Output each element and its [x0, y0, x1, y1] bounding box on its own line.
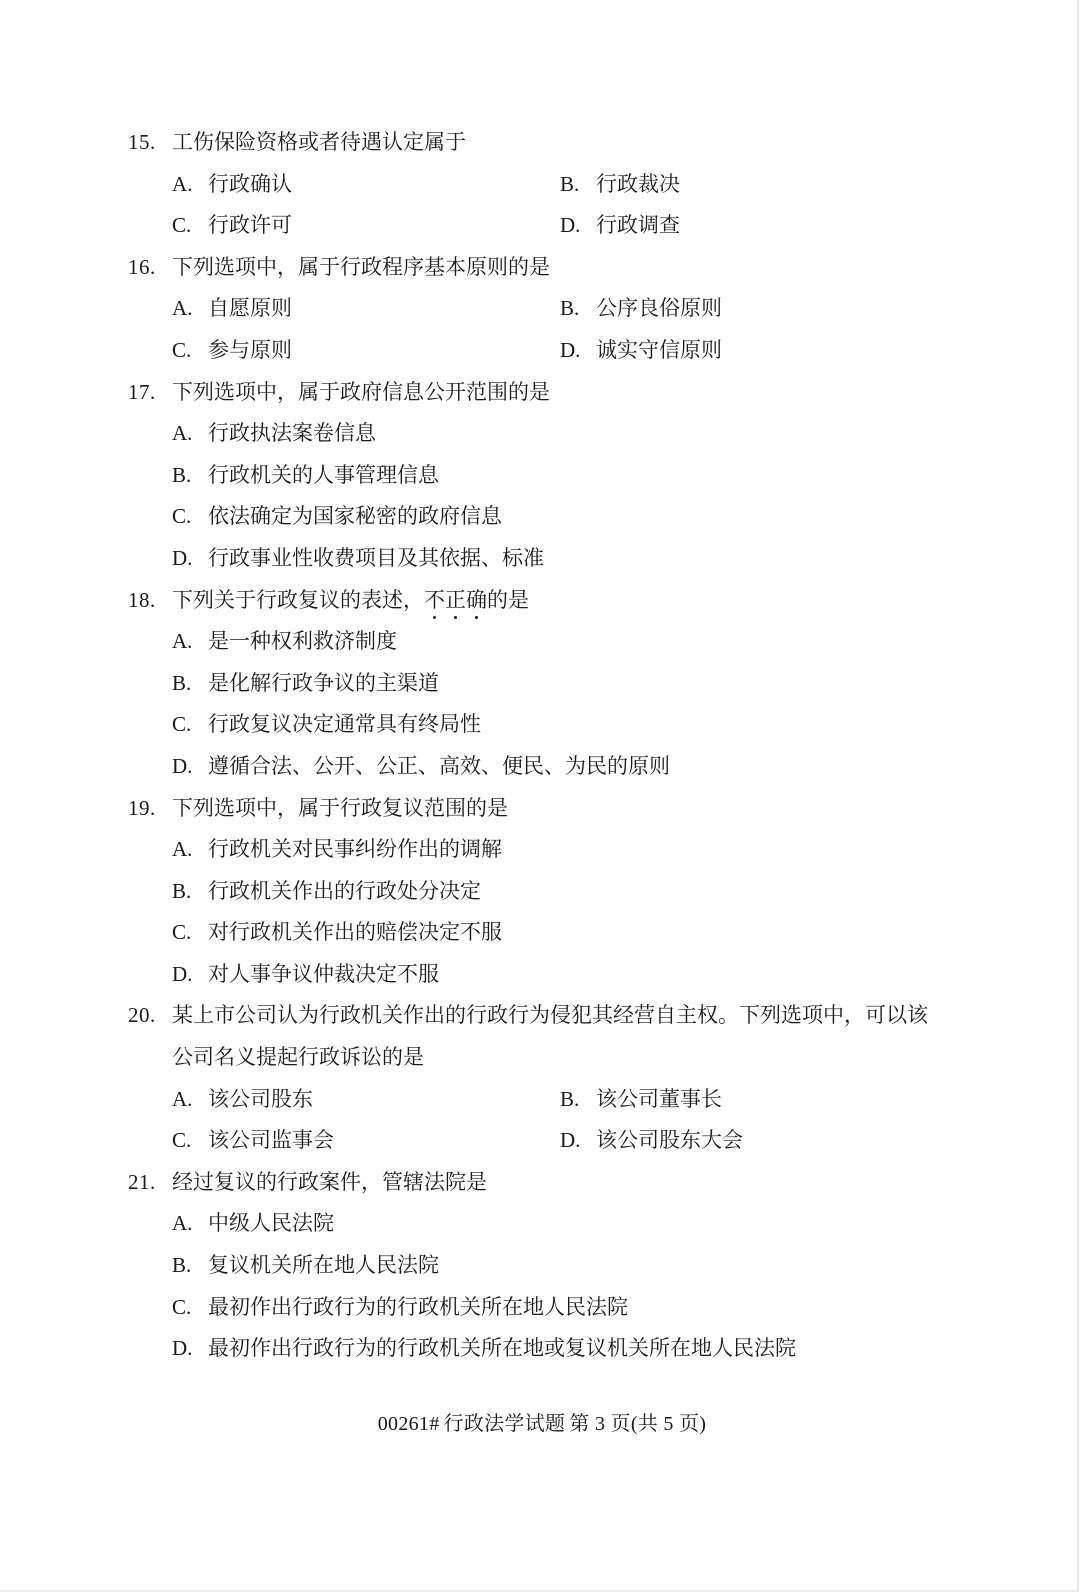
option-a: A. 自愿原则: [172, 296, 292, 321]
question-16-stem: [128, 247, 958, 289]
option-c: C. 该公司监事会: [172, 1128, 334, 1153]
question-20-stem-continued: 公司名义提起行政诉讼的是: [172, 1045, 424, 1070]
question-16-options-row-1: [128, 288, 958, 330]
option-a: A. 行政确认: [172, 171, 292, 196]
question-17-stem: [128, 372, 958, 414]
page-total: (共 5 页): [630, 1413, 707, 1435]
option-d: D. 该公司股东大会: [560, 1128, 743, 1153]
option-c: C. 对行政机关作出的赔偿决定不服: [172, 920, 502, 945]
question-text: 下列选项中，属于行政复议范围的是: [172, 795, 508, 820]
question-list: [128, 122, 958, 1370]
question-number: 19.: [128, 795, 156, 820]
option-a: A. 中级人民法院: [172, 1211, 334, 1236]
option-a: A. 该公司股东: [172, 1086, 313, 1111]
option-b: B. 该公司董事长: [560, 1086, 722, 1111]
emphasis-text: 不正确: [424, 588, 487, 612]
option-d: D. 行政事业性收费项目及其依据、标准: [172, 545, 544, 570]
question-16-options-row-2: [128, 330, 958, 372]
exam-title: 行政法学试题: [443, 1413, 566, 1435]
question-21-stem: [128, 1162, 958, 1204]
question-number: 17.: [128, 379, 156, 404]
option-c: C. 行政许可: [172, 213, 292, 238]
option-c: C. 行政复议决定通常具有终局性: [172, 712, 481, 737]
option-d: D. 诚实守信原则: [560, 337, 722, 362]
question-20-options-row-2: [128, 1120, 958, 1162]
option-b: B. 是化解行政争议的主渠道: [172, 670, 439, 695]
question-text: 下列选项中，属于政府信息公开范围的是: [172, 379, 550, 404]
option-b: B. 行政裁决: [560, 171, 680, 196]
page-footer: [0, 1407, 1080, 1436]
question-text: 下列关于行政复议的表述，: [172, 587, 424, 612]
question-20-options-row-1: [128, 1079, 958, 1121]
exam-code: 00261#: [377, 1413, 440, 1435]
page-number: 第 3 页: [569, 1413, 631, 1435]
question-number: 16.: [128, 254, 156, 279]
question-15-stem: [128, 122, 958, 164]
option-c: C. 依法确定为国家秘密的政府信息: [172, 504, 502, 529]
option-b: B. 行政机关的人事管理信息: [172, 462, 439, 487]
option-c: C. 参与原则: [172, 337, 292, 362]
question-15-options-row-2: [128, 205, 958, 247]
option-a: A. 是一种权利救济制度: [172, 629, 397, 654]
option-d: D. 最初作出行政行为的行政机关所在地或复议机关所在地人民法院: [172, 1336, 796, 1361]
question-text: 工伤保险资格或者待遇认定属于: [172, 130, 466, 154]
question-19-stem: [128, 788, 958, 830]
question-number: 15.: [128, 130, 156, 154]
option-b: B. 公序良俗原则: [560, 296, 722, 321]
option-b: B. 复议机关所在地人民法院: [172, 1253, 439, 1278]
question-text: 下列选项中，属于行政程序基本原则的是: [172, 254, 550, 279]
option-d: D. 对人事争议仲裁决定不服: [172, 961, 439, 986]
option-d: D. 遵循合法、公开、公正、高效、便民、为民的原则: [172, 753, 670, 778]
question-18-stem: 18. 下列关于行政复议的表述，不正确的是: [128, 580, 958, 622]
option-a: A. 行政执法案卷信息: [172, 421, 376, 446]
question-number: 18.: [128, 587, 156, 612]
option-c: C. 最初作出行政行为的行政机关所在地人民法院: [172, 1294, 628, 1319]
option-b: B. 行政机关作出的行政处分决定: [172, 878, 481, 903]
option-d: D. 行政调查: [560, 213, 680, 238]
question-text: 某上市公司认为行政机关作出的行政行为侵犯其经营自主权。下列选项中，可以该: [172, 1003, 928, 1028]
question-number: 21.: [128, 1169, 156, 1194]
option-a: A. 行政机关对民事纠纷作出的调解: [172, 837, 502, 862]
question-text: 经过复议的行政案件，管辖法院是: [172, 1169, 487, 1194]
question-20-stem: [128, 995, 958, 1037]
question-number: 20.: [128, 1003, 156, 1028]
question-15-options-row-1: [128, 164, 958, 206]
